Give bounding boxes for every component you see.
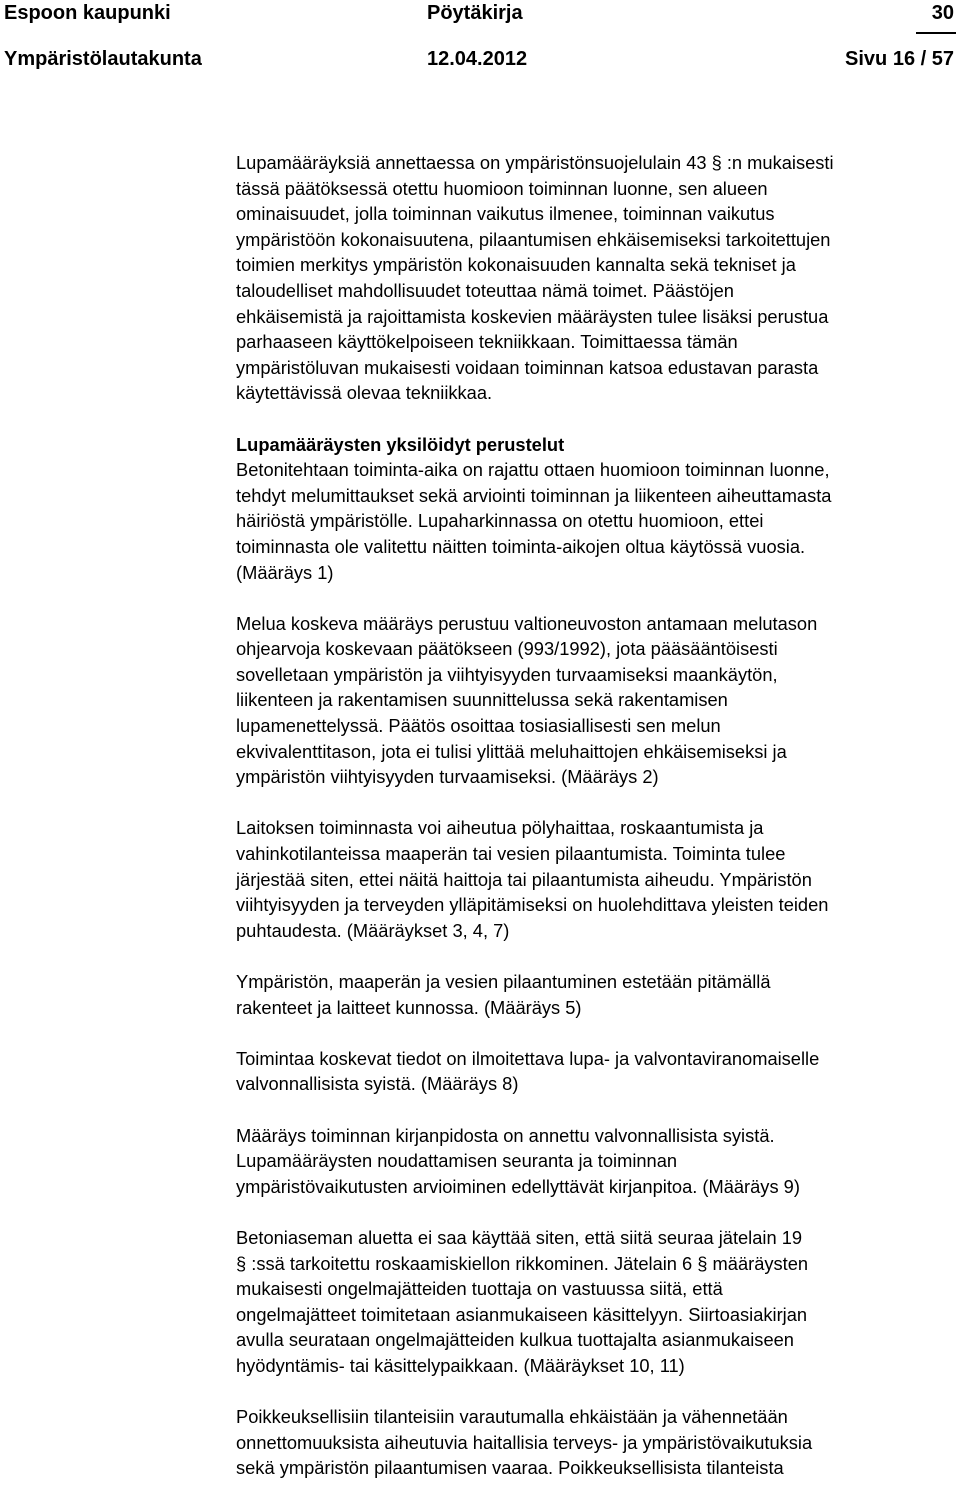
paragraph (236, 432, 952, 586)
text-line: onnettomuuksista aiheutuvia haitallisia terveys- ja ympäristövaikutuksia (236, 1431, 813, 1453)
text-line: Toimintaa koskevat tiedot on ilmoitettava lupa- ja valvontaviranomaiselle (236, 1047, 820, 1069)
organization-name: Espoon kaupunki (4, 2, 171, 24)
text-line: mukaisesti ongelmajätteiden tuottaja on vastuussa siitä, että (236, 1278, 723, 1300)
text-line: lupamenettelyssä. Päätös osoittaa tosiasiallisesti sen melun (236, 715, 721, 737)
item-number: 30 (931, 2, 954, 24)
text-line: Lupamääräysten noudattamisen seuranta ja toiminnan (236, 1150, 678, 1172)
text-line: ongelmajätteet toimitetaan asianmukaiseen käsittelyyn. Siirtoasiakirjan (236, 1303, 808, 1325)
paragraph (236, 150, 952, 406)
text-line: sovelletaan ympäristön ja viihtyisyyden turvaamiseksi maankäytön, (236, 663, 778, 685)
paragraph (236, 611, 952, 790)
text-line: ympäristövaikutusten arvioiminen edellyttävät kirjanpitoa. (Määräys 9) (236, 1175, 800, 1197)
text-line: taloudelliset mahdollisuudet toteuttaa nämä toimet. Päästöjen (236, 279, 734, 301)
text-line: Lupamääräyksiä annettaessa on ympäristönsuojelulain 43 § :n mukaisesti (236, 152, 834, 173)
text-line: sekä ympäristön pilaantumisen vaaraa. Poikkeuksellisista tilanteista (236, 1457, 784, 1479)
paragraph (236, 1046, 952, 1097)
meeting-date: 12.04.2012 (427, 48, 528, 70)
board-name: Ympäristölautakunta (4, 48, 202, 70)
text-line: tässä päätöksessä otettu huomioon toiminnan luonne, sen alueen (236, 177, 768, 199)
paragraph (236, 1123, 952, 1200)
text-line: ohjearvoja koskevaan päätökseen (993/1992), jota pääsääntöisesti (236, 638, 778, 660)
text-line: Melua koskeva määräys perustuu valtioneuvoston antamaan melutason (236, 612, 818, 634)
text-line: § :ssä tarkoitettu roskaamiskiellon rikkominen. Jätelain 6 § määräysten (236, 1252, 809, 1274)
text-line: ympäristöluvan mukaisesti voidaan toiminnan katsoa edustavan parasta (236, 356, 819, 378)
text-line: toiminnasta ole valitettu näitten toiminta-aikojen oltua käytössä vuosia. (236, 535, 806, 557)
text-line: liikenteen ja rakentamisen suunnittelussa sekä rakentamisen (236, 689, 728, 711)
text-line: parhaaseen käyttökelpoiseen tekniikkaan. Toimittaessa tämän (236, 331, 738, 353)
text-line: avulla seurataan ongelmajätteiden kulkua tuottajalta asianmukaiseen (236, 1329, 794, 1351)
text-line: Määräys toiminnan kirjanpidosta on annettu valvonnallisista syistä. (236, 1124, 775, 1146)
text-line: Betoniaseman aluetta ei saa käyttää siten, että siitä seuraa jätelain 19 (236, 1226, 803, 1248)
section-heading: Lupamääräysten yksilöidyt perustelut (236, 433, 565, 455)
paragraph (236, 1404, 952, 1481)
paragraph (236, 1225, 952, 1379)
document-body (236, 150, 952, 1506)
text-line: ominaisuudet, jolla toiminnan vaikutus ilmenee, toiminnan vaikutus (236, 203, 775, 225)
text-line: Laitoksen toiminnasta voi aiheutua pölyhaittaa, roskaantumista ja (236, 817, 764, 839)
text-line: hyödyntämis- tai käsittelypaikkaan. (Määräykset 10, 11) (236, 1354, 685, 1376)
text-line: Betonitehtaan toiminta-aika on rajattu ottaen huomioon toiminnan luonne, (236, 459, 830, 481)
page-number: Sivu 16 / 57 (845, 48, 954, 70)
text-line: Poikkeuksellisiin tilanteisiin varautumalla ehkäistään ja vähennetään (236, 1406, 788, 1428)
text-line: ympäristön viihtyisyyden turvaamiseksi. (Määräys 2) (236, 766, 659, 788)
text-line: viihtyisyyden ja terveyden ylläpitämiseksi on huolehdittava yleisten teiden (236, 894, 829, 916)
document-type: Pöytäkirja (427, 2, 523, 24)
text-line: toimien merkitys ympäristön kokonaisuuden kannalta sekä tekniset ja (236, 254, 796, 276)
text-line: rakenteet ja laitteet kunnossa. (Määräys 5) (236, 996, 582, 1018)
paragraph (236, 815, 952, 943)
text-line: tehdyt melumittaukset sekä arviointi toiminnan ja liikenteen aiheuttamasta (236, 484, 832, 506)
text-line: (Määräys 1) (236, 561, 334, 583)
text-line: ympäristöön kokonaisuutena, pilaantumisen ehkäisemiseksi tarkoitettujen (236, 228, 831, 250)
text-line: häiriöstä ympäristölle. Lupaharkinnassa on otettu huomioon, ettei (236, 510, 764, 532)
page-header (0, 0, 960, 80)
text-line: järjestää siten, ettei näitä haittoja tai pilaantumista aiheudu. Ympäristön (236, 868, 812, 890)
text-line: puhtaudesta. (Määräykset 3, 4, 7) (236, 919, 510, 941)
text-line: käytettävissä olevaa tekniikkaa. (236, 382, 493, 404)
text-line: valvonnallisista syistä. (Määräys 8) (236, 1073, 519, 1095)
text-line: vahinkotilanteissa maaperän tai vesien pilaantumista. Toiminta tulee (236, 843, 786, 865)
text-line: Ympäristön, maaperän ja vesien pilaantuminen estetään pitämällä (236, 971, 771, 992)
paragraph (236, 969, 952, 1020)
text-line: ehkäisemistä ja rajoittamista koskevien määräysten tulee lisäksi perustua (236, 305, 829, 327)
item-number-underline (916, 32, 956, 34)
text-line: ekvivalenttitason, jota ei tulisi ylittää meluhaittojen ehkäisemiseksi ja (236, 740, 787, 762)
